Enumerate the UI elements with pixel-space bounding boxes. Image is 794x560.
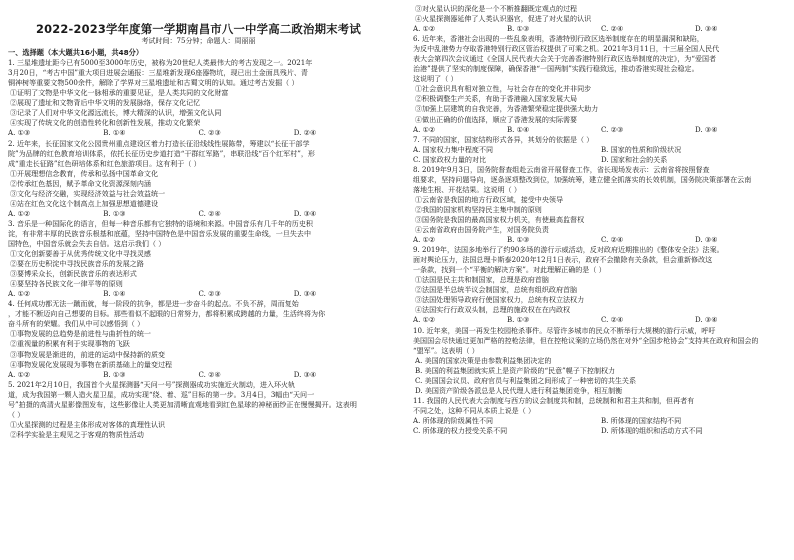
answer-choices <box>8 289 389 299</box>
question-stem-line: “盟军”。这表明（ ） <box>413 345 479 355</box>
answer-choice: B. ①③ <box>103 369 126 379</box>
answer-choices <box>413 315 789 325</box>
question-option: ④法国实行行政双头制，总理的施政权在在内政权 <box>415 305 571 315</box>
question-option: ③国务院是我国的最高国家权力机关，有使最高监督权 <box>415 214 585 224</box>
question-option: ③加强上层建筑的自我完善，为香港繁荣稳定提供强大助力 <box>415 104 599 114</box>
question-stem-line: 3月20日，“考古中国”重大项目进展会通报：三星堆新发现6座器物坑，现已出土金面具残片、青 <box>8 68 308 78</box>
answer-choice: D. ③④ <box>293 369 317 379</box>
question-option: ③法国处理领导政府行使国家权力，总统有权立法权力 <box>415 295 585 305</box>
question-stem-line: 11. 我国的人民代表大会制度与西方的议会制度共和制，总统制和和君主共和制，但再者有 <box>413 395 695 405</box>
answer-choice: B. ①③ <box>507 315 530 325</box>
question-block <box>413 135 789 165</box>
answer-choices <box>413 125 789 135</box>
question-stem-line: 9. 2019年，法国多地举行了约90多场的游行示威活动，反对政府近期推出的《整体安全法》法案。 <box>413 245 724 255</box>
question-stem-line: 奋斗所有的荣耀。我们从中可以感悟到（ ） <box>8 319 145 329</box>
question-option: ③要博采众长，创新民族音乐的表达形式 <box>10 269 137 279</box>
question-stem-line: 表大会第四次会议通过《全国人民代表大会关于完善香港特别行政区选举制度的决定》，为“爱国者 <box>413 54 717 64</box>
question-option: ④火星探测器延伸了人类认识器官，促进了对火星的认识 <box>415 14 592 24</box>
question-option: ④云南省政府由国务院产生，对国务院负责 <box>415 225 549 235</box>
section-heading: 一、选择题（本大题共16小题，共48分） <box>8 48 144 58</box>
question-option: ①云南省是我国的地方行政区域，接受中央领导 <box>415 194 563 204</box>
question-option: ④做出正确的价值选择，顺应了香港发展的实际需要 <box>415 114 578 124</box>
question-stem-line: 治港”提供了坚实的制度保障，确保香港“一国两制”实践行稳致远，推动香港实现社会稳定。 <box>413 64 699 74</box>
question-option: ②我国的国家机构坚持民主集中制的原则 <box>415 204 542 214</box>
question-option: ①开展理想信念教育，传承和弘扬中国革命文化 <box>10 168 158 178</box>
question-block <box>413 245 789 325</box>
answer-choice: D. ③④ <box>293 289 317 299</box>
answer-choices <box>8 370 389 380</box>
answer-choice: D. ③④ <box>293 208 317 218</box>
question-stem-line: 3. 音乐是一种国际化的语言，但每一种音乐都有它独特的语境和来源。中国音乐有几千年的历史积 <box>8 218 313 228</box>
question-stem-line: 组要求，坚持问题导向，逐条逐项整改到位，加强统筹，建立健全抓落实的长效机制，国务院决策部署在云南 <box>413 174 752 184</box>
question-option: ②展现了遗址和文物背后中华文明的发展脉络，保存文化记忆 <box>10 98 201 108</box>
answer-choice: B. ①③ <box>507 235 530 245</box>
question-stem-line: 国特色，中国音乐就会失去自信。这启示我们（ ） <box>8 238 166 248</box>
answer-choice: B. ①④ <box>103 289 126 299</box>
answer-choice: A. ①③ <box>8 128 31 138</box>
answer-choice: A. ①② <box>413 315 436 325</box>
question-option: D. 美国资产阶级各派总是人民代理人进行利益集团竞争，相互制衡 <box>415 385 623 395</box>
answer-choice: A. ①② <box>413 235 436 245</box>
question-option: ④要坚持各民族文化一律平等的原则 <box>10 279 123 289</box>
answer-choice: C. ②④ <box>601 24 624 34</box>
answer-choice: D. ③④ <box>695 24 718 34</box>
question-stem-line: 落地生根、开花结果。这说明（ ） <box>413 184 521 194</box>
question-option: ④事物发展化发展现为事物在新质基础上的量变过程 <box>10 359 173 369</box>
question-stem-line: 一条款，找到一个“平衡的解决方案”。对此理解正确的是（ ） <box>413 265 606 275</box>
question-stem-line: 不同之处，这种不同从本质上说是（ ） <box>413 405 536 415</box>
question-option: ③文化与经济交融，实现经济效益与社会效益统一 <box>10 188 166 198</box>
answer-choice: A. ①② <box>413 124 436 134</box>
question-stem-line: 美国国会尽快通过更加严格的控枪法律，但在控枪议案的立场仍然在对外“全国步枪协会”支持其在政府和国会的 <box>413 335 759 345</box>
question-stem-line: 号”拍摄的高清火星影像图发布，这些影像让人类更加清晰直观地看到红色星球的神秘面纱正在慢慢揭开。这表明 <box>8 399 357 409</box>
question-stem-line: 铜神树等重要文物500余件，解除了学界对三星堆遗址和古蜀文明的认知。通过考古发掘（ ） <box>8 78 299 88</box>
answer-choice: C. 所体现的权力授受关系不同 <box>413 425 508 435</box>
question-stem-line: 4. 任何成功都无法一蹴而就，每一阶段的抗争，都是进一步奋斗的起点。不负不辞，周而复始 <box>8 299 299 309</box>
answer-choice: C. ②④ <box>198 369 221 379</box>
answer-choice: B. ①④ <box>507 124 530 134</box>
question-option: A. 美国的国家决策是由参数利益集团决定的 <box>415 355 552 365</box>
answer-choices <box>413 416 789 436</box>
answer-choice: A. 国家权力集中程度不同 <box>413 144 494 154</box>
question-option: ②法国是半总统半议会制国家，总统有组织政府首脑 <box>415 285 578 295</box>
question-option: ①社会意识具有相对独立性，与社会存在的变化并非同步 <box>415 84 592 94</box>
answer-choice: C. ②③ <box>601 124 624 134</box>
answer-choices <box>413 24 789 34</box>
answer-choice: A. ①② <box>8 208 31 218</box>
question-option: ②重视量的积累有利于实现事物的飞跃 <box>10 339 130 349</box>
question-stem-line: 6. 近年来，香港社会出现的一些乱象表明，香港特别行政区选举制度存在的明显漏洞和缺陷， <box>413 34 704 44</box>
question-option: ③记录了人们对中华文化源远流长，博大精深的认识，增强文化认同 <box>10 108 222 118</box>
question-option: ③事物发展是渐进的，前进的运动中保持新的质变 <box>10 349 166 359</box>
question-block <box>8 219 389 299</box>
question-stem-line: 淀，有非常丰厚的民族音乐根基和底蕴，坚持中国特色是中国音乐发展的重要生命线，一旦失去中 <box>8 228 312 238</box>
question-option: ④站在红色文化这个制高点上加强思想道德建设 <box>10 198 158 208</box>
question-option: ①文化创新要善于从优秀传统文化中寻找灵感 <box>10 249 151 259</box>
question-block <box>413 326 789 396</box>
question-option: ④实现了传统文化的创造性转化和创新性发展，推动文化繁荣 <box>10 118 201 128</box>
question-block <box>8 139 389 219</box>
left-column <box>8 4 389 440</box>
right-column <box>413 4 789 436</box>
answer-choice: D. ③④ <box>695 235 718 245</box>
answer-choice: A. ①② <box>8 369 31 379</box>
question-option: ②要在历史积淀中寻找民族音乐的发展之路 <box>10 259 144 269</box>
answer-choice: C. ②④ <box>198 208 221 218</box>
answer-choice: D. 国家和社会的关系 <box>601 154 668 164</box>
question-option: ③对火星认识的深化是一个不断推翻既定观点的过程 <box>415 4 578 13</box>
answer-choice: B. ①③ <box>507 24 530 34</box>
question-stem-line: 8. 2019年9月3日，国务院督查组赴云南省开展督查工作，省长现场发表示：云南省将按照督查 <box>413 164 710 174</box>
answer-choice: D. ③④ <box>695 315 718 325</box>
question-stem-line: 2. 近年来，长征国家文化公园贵州重点建设区着力打造长征沿线线性展陈带，筹建以“长征干部学 <box>8 138 310 148</box>
answer-choice: C. 国家政权力量的对比 <box>413 154 487 164</box>
question-stem-line: 这说明了（ ） <box>413 74 458 84</box>
question-block <box>8 380 389 440</box>
question-block <box>413 396 789 436</box>
question-option: ①证明了文物是中华文化一脉相承的重要见证，是人类共同的文化财富 <box>10 88 229 98</box>
answer-choice: B. ①④ <box>103 128 126 138</box>
question-block <box>8 299 389 379</box>
answer-choice: C. ②③ <box>198 128 221 138</box>
question-option: B. 美国的利益集团就实质上是资产阶级的“民意”幌子下控制权力 <box>415 365 616 375</box>
question-stem-line: 成“重走长征路”红色研培体系和红色旅游项目。这有利于（ ） <box>8 158 201 168</box>
question-stem-line: （ ） <box>8 409 25 419</box>
answer-choices <box>8 128 389 138</box>
question-stem-line: 7. 不同的国家，国家结构形式各异，其划分的依据是（ ） <box>413 134 594 144</box>
question-block <box>413 34 789 134</box>
answer-choice: A. ①② <box>413 24 436 34</box>
question-block <box>413 165 789 245</box>
question-stem-line: 为反中乱港势力夺取香港特别行政区管治权提供了可乘之机。2021年3月11日，十三届全国人民代 <box>413 44 720 54</box>
question-option: ①法国是民主共和制国家，总理是政府首脑 <box>415 275 549 285</box>
question-block <box>413 4 789 34</box>
answer-choice: D. ②④ <box>293 128 317 138</box>
question-stem-line: ，才能不断迈向自己想要的目标。那些看似不起眼的日常努力，都将积累成跨越的力量，生活终将为你 <box>8 309 326 319</box>
question-option: ①火星探测的过程是主体形成对客体的真理性认识 <box>10 419 166 429</box>
answer-choice: D. 所体现的组织和活动方式不同 <box>601 425 703 435</box>
answer-choice: C. ②③ <box>198 289 221 299</box>
answer-choice: B. 所体现的国家结构不同 <box>601 415 682 425</box>
question-option: ②科学实验是主观见之于客观的物质性活动 <box>10 429 144 439</box>
answer-choice: B. 国家的性质和阶级状况 <box>601 144 682 154</box>
answer-choice: A. 所体现的阶级属性不同 <box>413 415 494 425</box>
question-stem-line: 1. 三星堆遗址距今已有5000至3000年历史，被称为20世纪人类最伟大的考古发现之一。2021年 <box>8 58 313 68</box>
question-option: ①事物发展的总趋势是前进性与曲折性的统一 <box>10 329 151 339</box>
question-option: ②积极调整生产关系，有助于香港融入国家发展大局 <box>415 94 578 104</box>
question-option: C. 美国国会议员、政府官员与利益集团之间形成了一种密切的共生关系 <box>415 375 637 385</box>
answer-choice: C. ②④ <box>601 235 624 245</box>
answer-choice: D. ③④ <box>695 124 718 134</box>
question-stem-line: 面对舆论压力，法国总理卡斯泰2020年12月1日表示，政府不会撤除有关条款，但会重新修改这 <box>413 255 713 265</box>
question-stem-line: 院”为品牌的红色教育培训体系，依托长征历史步道打造“干群红军路”，串联沿线“百个红军村”，形 <box>8 148 315 158</box>
exam-title: 2022-2023学年度第一学期南昌市八一中学高二政治期末考试 <box>36 22 361 36</box>
question-stem-line: 道，成为我国第一颗人造火星卫星，成功实现“绕、着、巡”目标的第一步。3月4日，3幅由“天问一 <box>8 389 315 399</box>
exam-meta: 考试时间：75分钟；命题人：周丽丽 <box>141 37 256 46</box>
answer-choices <box>8 209 389 219</box>
question-stem-line: 10. 近年来，美国一再发生校园枪杀事件。尽管许多城市的民众不断举行大规模的游行示威，呼吁 <box>413 325 716 335</box>
answer-choices <box>413 145 789 165</box>
answer-choice: C. ②④ <box>601 315 624 325</box>
question-option: ②传承红色基因，赋予革命文化资源深刻内涵 <box>10 178 151 188</box>
question-block <box>8 58 389 138</box>
answer-choice: A. ①② <box>8 289 31 299</box>
answer-choice: B. ①③ <box>103 208 126 218</box>
answer-choices <box>413 235 789 245</box>
question-stem-line: 5. 2021年2月10日，我国首个火星探测器“天问一号”探测器成功实施近火制动，进入环火轨 <box>8 379 296 389</box>
